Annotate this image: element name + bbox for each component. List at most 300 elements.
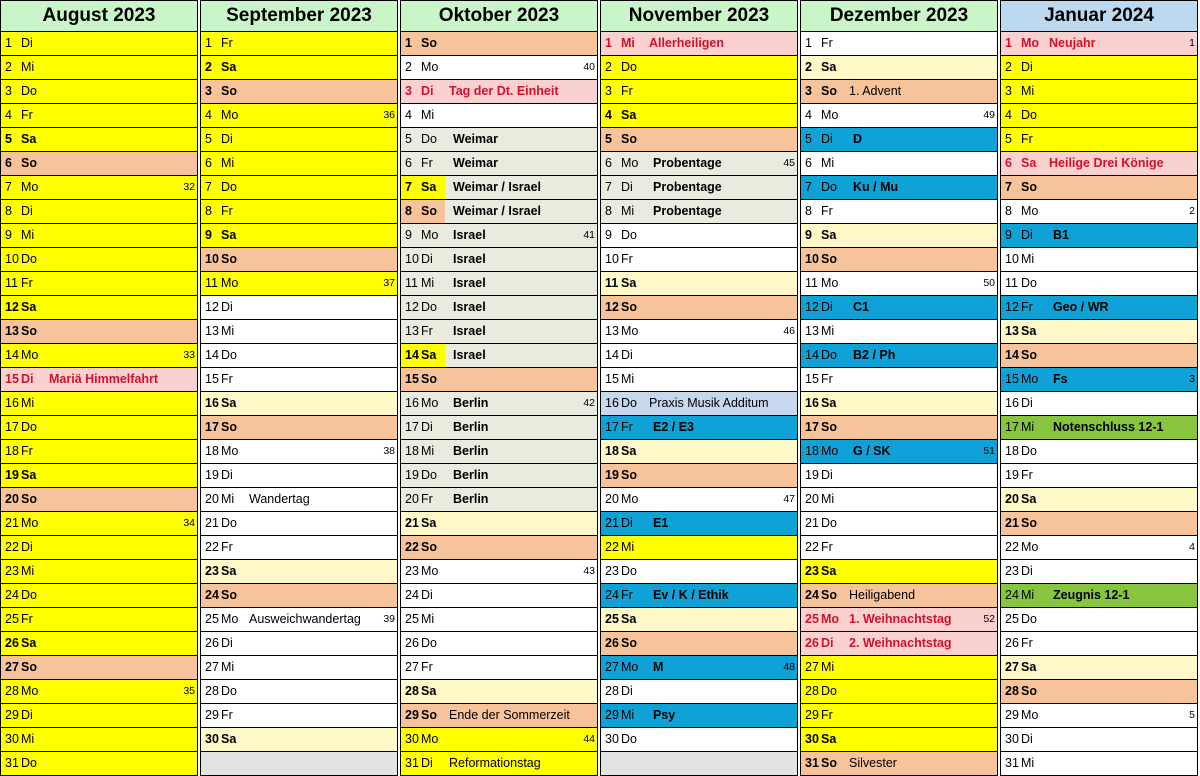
day-cell: [400, 440, 598, 464]
weekday-label: Di: [1021, 228, 1033, 242]
day-cell: [0, 56, 198, 80]
day-number: 25: [5, 612, 19, 626]
day-cell: [0, 632, 198, 656]
day-event: C1: [853, 300, 869, 314]
day-number: 13: [405, 324, 419, 338]
weekday-label: Sa: [821, 60, 837, 74]
weekday-label: So: [821, 252, 837, 266]
weekday-label: Mi: [21, 60, 35, 74]
day-number: 19: [805, 468, 819, 482]
weekday-label: Di: [821, 468, 833, 482]
weekday-label: Mo: [21, 684, 39, 698]
weekday-label: Mi: [221, 492, 235, 506]
day-cell: [1000, 128, 1198, 152]
weekday-label: Sa: [821, 732, 837, 746]
weekday-label: Mi: [21, 732, 35, 746]
day-number: 11: [605, 276, 619, 290]
day-number: 20: [205, 492, 219, 506]
weekday-label: Mi: [21, 396, 35, 410]
day-cell: [600, 80, 798, 104]
day-cell: [400, 368, 598, 392]
day-number: 5: [605, 132, 612, 146]
day-cell: [1000, 320, 1198, 344]
day-number: 9: [5, 228, 12, 242]
day-number: 12: [805, 300, 819, 314]
day-cell: [400, 752, 598, 776]
day-number: 22: [1005, 540, 1019, 554]
weekday-label: Mo: [421, 60, 439, 74]
weekday-label: Mo: [1021, 204, 1039, 218]
weekday-label: Do: [621, 564, 637, 578]
day-number: 11: [405, 276, 418, 290]
day-number: 8: [5, 204, 12, 218]
day-cell: [800, 56, 998, 80]
day-number: 6: [405, 156, 412, 170]
day-number: 15: [1005, 372, 1019, 386]
empty-cell: [600, 752, 798, 776]
day-event: Psy: [653, 708, 676, 722]
day-number: 24: [1005, 588, 1019, 602]
day-cell: [0, 80, 198, 104]
day-number: 10: [605, 252, 619, 266]
weekday-label: Di: [621, 684, 633, 698]
day-event: Mariä Himmelfahrt: [49, 372, 159, 386]
day-number: 24: [805, 588, 819, 602]
weekday-label: Do: [421, 300, 437, 314]
day-number: 14: [5, 348, 19, 362]
day-number: 12: [1005, 300, 1019, 314]
day-event: Weimar: [453, 132, 498, 146]
day-cell: [800, 248, 998, 272]
weekday-label: Mi: [821, 324, 835, 338]
weekday-label: So: [221, 588, 237, 602]
day-number: 9: [205, 228, 212, 242]
day-cell: [600, 272, 798, 296]
day-number: 23: [805, 564, 819, 578]
weekday-label: Di: [221, 300, 233, 314]
week-number: 5: [1189, 709, 1195, 721]
day-number: 13: [205, 324, 219, 338]
day-number: 9: [605, 228, 612, 242]
weekday-label: Mo: [621, 660, 639, 674]
day-number: 30: [405, 732, 419, 746]
day-cell: [600, 464, 798, 488]
day-number: 1: [405, 36, 412, 50]
day-number: 19: [405, 468, 419, 482]
day-number: 10: [205, 252, 219, 266]
weekday-label: Di: [421, 252, 433, 266]
day-cell: [600, 104, 798, 128]
day-number: 28: [405, 684, 419, 698]
weekday-label: So: [421, 204, 437, 218]
day-number: 23: [205, 564, 219, 578]
day-cell: [200, 440, 398, 464]
day-cell: [0, 104, 198, 128]
day-cell: [600, 440, 798, 464]
weekday-label: Mi: [621, 372, 635, 386]
day-cell: [1000, 56, 1198, 80]
day-number: 28: [605, 684, 619, 698]
day-event: Heiligabend: [849, 588, 916, 602]
day-cell: [0, 680, 198, 704]
day-cell: [1000, 680, 1198, 704]
day-event: Neujahr: [1049, 36, 1096, 50]
day-cell: [800, 488, 998, 512]
weekday-label: Mo: [1021, 372, 1039, 386]
weekday-label: Mo: [621, 492, 639, 506]
weekday-label: Mi: [221, 660, 235, 674]
week-number: 44: [583, 733, 595, 745]
weekday-label: Mi: [1021, 756, 1035, 770]
day-cell: [1000, 536, 1198, 560]
weekday-label: Mi: [1021, 420, 1035, 434]
weekday-label: Fr: [621, 252, 633, 266]
day-cell: [600, 32, 798, 56]
weekday-label: Sa: [221, 564, 237, 578]
day-cell: [0, 536, 198, 560]
day-cell: [0, 752, 198, 776]
day-event: Israel: [453, 252, 486, 266]
weekday-label: Do: [421, 468, 437, 482]
day-cell: [600, 416, 798, 440]
weekday-label: Mo: [821, 444, 839, 458]
day-cell: [800, 512, 998, 536]
weekday-label: Sa: [21, 132, 37, 146]
weekday-label: Mo: [21, 180, 39, 194]
day-cell: [400, 224, 598, 248]
weekday-label: Sa: [221, 396, 237, 410]
day-cell: [400, 344, 598, 368]
day-number: 20: [805, 492, 819, 506]
weekday-label: Do: [421, 636, 437, 650]
day-cell: [800, 176, 998, 200]
weekday-label: So: [821, 420, 837, 434]
day-cell: [800, 728, 998, 752]
day-cell: [600, 200, 798, 224]
day-cell: [800, 392, 998, 416]
weekday-label: So: [21, 492, 37, 506]
day-number: 27: [605, 660, 619, 674]
day-number: 9: [1005, 228, 1012, 242]
week-number: 32: [183, 181, 195, 193]
day-number: 25: [405, 612, 419, 626]
day-event: 1. Weihnachtstag: [849, 612, 952, 626]
weekday-label: Mi: [221, 156, 235, 170]
week-number: 43: [583, 565, 595, 577]
weekday-label: Sa: [621, 612, 637, 626]
day-number: 4: [5, 108, 12, 122]
day-number: 31: [1005, 756, 1019, 770]
day-event: Israel: [453, 228, 486, 242]
weekday-label: Fr: [621, 420, 633, 434]
day-cell: [0, 32, 198, 56]
day-number: 22: [5, 540, 19, 554]
weekday-label: Di: [821, 300, 833, 314]
day-number: 3: [1005, 84, 1012, 98]
weekday-label: So: [621, 132, 637, 146]
day-cell: [800, 560, 998, 584]
day-cell: [400, 200, 598, 224]
day-event: B1: [1053, 228, 1069, 242]
weekday-label: Do: [821, 180, 837, 194]
day-cell: [400, 608, 598, 632]
weekday-label: Do: [821, 684, 837, 698]
day-cell: [400, 512, 598, 536]
day-event: Weimar / Israel: [453, 204, 542, 218]
day-number: 15: [805, 372, 819, 386]
day-number: 24: [605, 588, 619, 602]
weekday-label: Do: [821, 516, 837, 530]
day-cell: [600, 704, 798, 728]
day-number: 10: [1005, 252, 1019, 266]
day-cell: [200, 224, 398, 248]
weekday-label: Do: [21, 588, 37, 602]
day-cell: [400, 272, 598, 296]
weekday-label: Di: [21, 204, 33, 218]
day-cell: [1000, 512, 1198, 536]
day-cell: [400, 536, 598, 560]
day-number: 16: [1005, 396, 1019, 410]
day-cell: [0, 464, 198, 488]
day-number: 25: [805, 612, 819, 626]
weekday-label: So: [221, 84, 237, 98]
weekday-label: Mo: [621, 156, 639, 170]
day-number: 14: [1005, 348, 1019, 362]
day-cell: [400, 296, 598, 320]
week-number: 35: [183, 685, 195, 697]
day-number: 15: [605, 372, 619, 386]
day-number: 20: [405, 492, 419, 506]
day-number: 29: [205, 708, 219, 722]
weekday-label: Di: [621, 180, 633, 194]
weekday-label: Mi: [621, 204, 635, 218]
day-number: 12: [405, 300, 419, 314]
weekday-label: Mo: [221, 108, 239, 122]
weekday-label: Di: [821, 132, 833, 146]
day-cell: [1000, 728, 1198, 752]
day-number: 21: [405, 516, 419, 530]
day-cell: [600, 608, 798, 632]
day-cell: [1000, 176, 1198, 200]
weekday-label: Fr: [621, 84, 633, 98]
day-cell: [200, 200, 398, 224]
weekday-label: So: [1021, 180, 1037, 194]
day-cell: [1000, 656, 1198, 680]
weekday-label: Fr: [1021, 636, 1033, 650]
day-number: 1: [205, 36, 212, 50]
weekday-label: Fr: [221, 372, 233, 386]
day-event: Allerheiligen: [649, 36, 725, 50]
weekday-label: Sa: [1021, 660, 1037, 674]
day-cell: [400, 680, 598, 704]
weekday-label: So: [1021, 516, 1037, 530]
month-header: August 2023: [0, 0, 198, 32]
day-cell: [0, 224, 198, 248]
week-number: 48: [783, 661, 795, 673]
day-cell: [400, 704, 598, 728]
day-number: 28: [205, 684, 219, 698]
weekday-label: Di: [21, 36, 33, 50]
day-cell: [800, 584, 998, 608]
day-event: Weimar: [453, 156, 498, 170]
weekday-label: Sa: [221, 228, 237, 242]
day-cell: [1000, 248, 1198, 272]
weekday-label: Mi: [21, 228, 35, 242]
day-number: 8: [405, 204, 412, 218]
week-number: 2: [1189, 205, 1195, 217]
day-number: 16: [805, 396, 819, 410]
day-cell: [0, 584, 198, 608]
day-cell: [600, 656, 798, 680]
weekday-label: Di: [821, 636, 834, 650]
month-header: November 2023: [600, 0, 798, 32]
day-cell: [0, 608, 198, 632]
weekday-label: Mi: [821, 660, 835, 674]
day-event: Wandertag: [249, 492, 310, 506]
day-number: 13: [5, 324, 19, 338]
day-cell: [800, 536, 998, 560]
weekday-label: Fr: [1021, 468, 1033, 482]
weekday-label: Mo: [421, 564, 439, 578]
day-number: 29: [5, 708, 19, 722]
day-cell: [200, 656, 398, 680]
day-number: 3: [805, 84, 812, 98]
day-number: 3: [5, 84, 12, 98]
day-cell: [200, 344, 398, 368]
day-cell: [800, 464, 998, 488]
weekday-label: Mi: [421, 612, 435, 626]
day-number: 13: [805, 324, 819, 338]
weekday-label: Do: [221, 516, 237, 530]
day-cell: [600, 368, 798, 392]
weekday-label: Fr: [221, 36, 233, 50]
weekday-label: Sa: [1021, 492, 1037, 506]
day-cell: [800, 656, 998, 680]
empty-cell: [200, 752, 398, 776]
day-number: 4: [1005, 108, 1012, 122]
weekday-label: Sa: [421, 684, 437, 698]
day-number: 17: [205, 420, 219, 434]
day-number: 7: [405, 180, 412, 194]
week-number: 36: [383, 109, 395, 121]
day-number: 5: [5, 132, 12, 146]
day-event: Reformationstag: [449, 756, 541, 770]
day-cell: [600, 344, 798, 368]
day-number: 6: [1005, 156, 1012, 170]
weekday-label: Mo: [421, 228, 439, 242]
day-number: 2: [605, 60, 612, 74]
day-cell: [0, 272, 198, 296]
day-number: 18: [805, 444, 819, 458]
day-cell: [800, 104, 998, 128]
day-cell: [1000, 224, 1198, 248]
day-number: 20: [605, 492, 619, 506]
day-number: 26: [5, 636, 19, 650]
month-column: [1000, 0, 1200, 774]
day-number: 31: [405, 756, 419, 770]
weekday-label: So: [1021, 684, 1037, 698]
day-number: 21: [605, 516, 619, 530]
weekday-label: So: [21, 660, 37, 674]
day-event: Berlin: [453, 468, 489, 482]
week-number: 40: [583, 61, 595, 73]
day-number: 13: [605, 324, 619, 338]
day-number: 1: [805, 36, 812, 50]
weekday-label: Di: [1021, 732, 1033, 746]
weekday-label: So: [421, 372, 437, 386]
day-cell: [200, 296, 398, 320]
day-number: 22: [405, 540, 419, 554]
day-cell: [400, 152, 598, 176]
day-number: 22: [605, 540, 619, 554]
day-cell: [200, 272, 398, 296]
day-cell: [800, 680, 998, 704]
day-number: 23: [605, 564, 619, 578]
week-number: 1: [1189, 37, 1195, 49]
day-number: 20: [1005, 492, 1019, 506]
week-number: 38: [383, 445, 395, 457]
day-cell: [600, 584, 798, 608]
day-cell: [400, 416, 598, 440]
day-number: 17: [1005, 420, 1019, 434]
day-cell: [200, 680, 398, 704]
day-number: 23: [405, 564, 419, 578]
weekday-label: Do: [1021, 444, 1037, 458]
day-number: 1: [605, 36, 612, 50]
day-cell: [800, 416, 998, 440]
day-number: 26: [605, 636, 619, 650]
weekday-label: Do: [1021, 276, 1037, 290]
weekday-label: Mi: [821, 492, 835, 506]
weekday-label: Mi: [221, 324, 235, 338]
day-number: 17: [605, 420, 619, 434]
day-cell: [400, 248, 598, 272]
day-cell: [600, 152, 798, 176]
weekday-label: Mo: [1021, 708, 1039, 722]
day-event: Ende der Sommerzeit: [449, 708, 570, 722]
day-number: 28: [805, 684, 819, 698]
weekday-label: Di: [221, 132, 233, 146]
day-cell: [200, 152, 398, 176]
day-number: 30: [1005, 732, 1019, 746]
week-number: 34: [183, 517, 195, 529]
day-number: 18: [1005, 444, 1019, 458]
day-event: Praxis Musik Additum: [649, 396, 769, 410]
weekday-label: So: [21, 324, 37, 338]
day-cell: [0, 416, 198, 440]
weekday-label: Do: [621, 60, 637, 74]
day-number: 23: [5, 564, 19, 578]
day-event: Fs: [1053, 372, 1068, 386]
day-cell: [200, 392, 398, 416]
day-number: 7: [605, 180, 612, 194]
day-number: 4: [605, 108, 612, 122]
day-cell: [1000, 296, 1198, 320]
day-event: 1. Advent: [849, 84, 902, 98]
weekday-label: Mi: [1021, 588, 1035, 602]
weekday-label: Do: [1021, 612, 1037, 626]
weekday-label: Di: [621, 516, 633, 530]
day-cell: [200, 488, 398, 512]
day-cell: [400, 56, 598, 80]
weekday-label: So: [621, 300, 637, 314]
day-number: 31: [5, 756, 19, 770]
weekday-label: So: [221, 252, 237, 266]
weekday-label: Di: [621, 348, 633, 362]
weekday-label: Mi: [821, 156, 835, 170]
day-cell: [600, 56, 798, 80]
day-number: 12: [5, 300, 19, 314]
